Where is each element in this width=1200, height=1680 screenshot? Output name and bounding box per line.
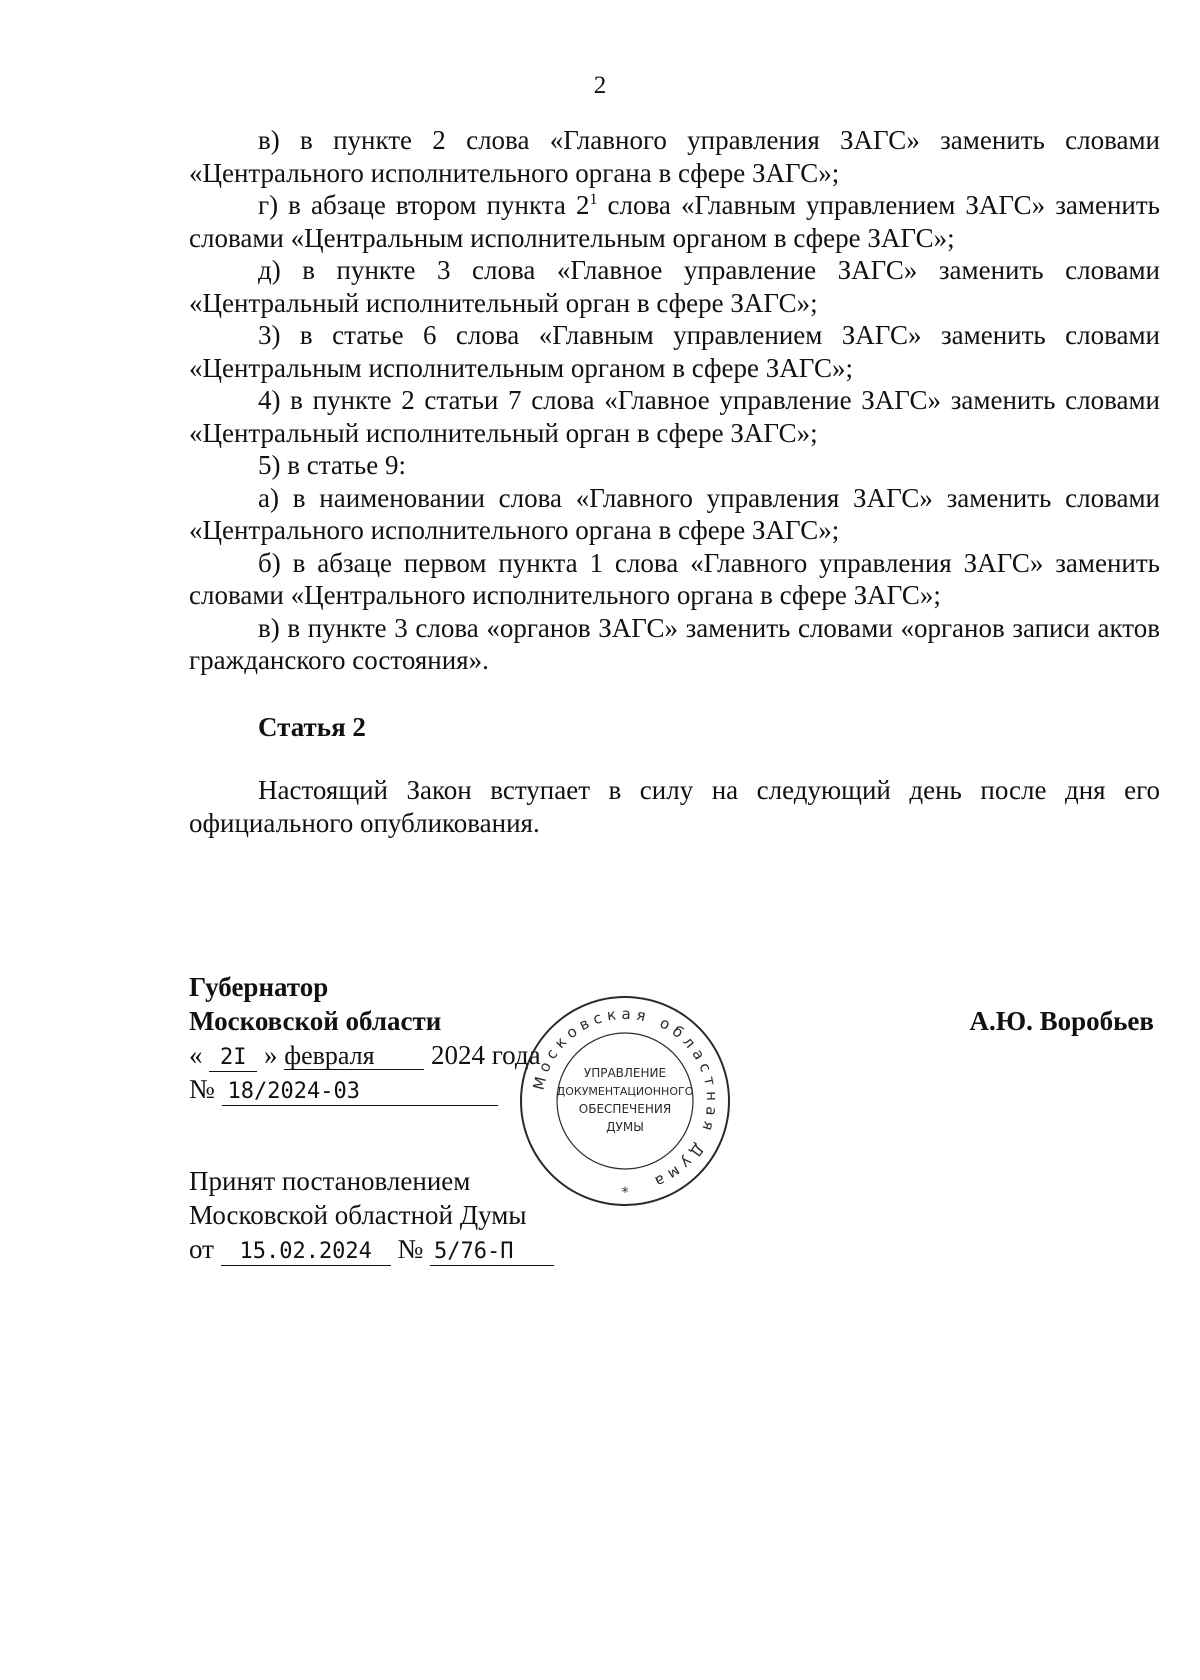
paragraph-v: в) в пункте 2 слова «Главного управления ЗАГС» заменить словами «Центрального исполнительного органа в сфере ЗАГС»; [189, 125, 1160, 188]
stamp-inner-ring [557, 1033, 693, 1169]
paragraph-5: 5) в статье 9: [258, 450, 406, 480]
signature-day: 2I [209, 1045, 257, 1072]
signature-number-line [189, 1072, 541, 1106]
adoption-block [189, 1164, 554, 1266]
paragraph-4: 4) в пункте 2 статьи 7 слова «Главное управление ЗАГС» заменить словами «Центральный исполнительный орган в сфере ЗАГС»; [189, 385, 1160, 448]
signatory-name: А.Ю. Воробьев [969, 1006, 1154, 1036]
adoption-date: 15.02.2024 [221, 1239, 391, 1266]
signature-number: 18/2024-03 [222, 1079, 498, 1106]
article-body [189, 774, 1160, 839]
stamp-center-line3: ОБЕСПЕЧЕНИЯ [578, 1102, 672, 1116]
stamp-star: * [621, 1185, 629, 1201]
signature-date-line [189, 1038, 541, 1072]
signature-title-line1: Губернатор [189, 972, 329, 1002]
adoption-line1: Принят постановлением [189, 1166, 471, 1196]
signature-month: февраля [284, 1043, 424, 1070]
paragraph-g [189, 189, 1160, 254]
adoption-line3 [189, 1232, 554, 1266]
adoption-number: 5/76-П [430, 1239, 554, 1266]
stamp-outer-ring [521, 997, 729, 1205]
article-heading: Статья 2 [258, 712, 366, 742]
signature-title-line2: Московской области [189, 1006, 442, 1036]
stamp-center-line2: ДОКУМЕНТАЦИОННОГО [556, 1085, 694, 1098]
paragraph-5v: в) в пункте 3 слова «органов ЗАГС» заменить словами «органов записи актов гражданского состояния». [189, 612, 1160, 675]
adoption-from-label: от [189, 1234, 214, 1264]
paragraph-5b: б) в абзаце первом пункта 1 слова «Главного управления ЗАГС» заменить словами «Центрального исполнительного органа в сфере ЗАГС»; [189, 547, 1160, 610]
stamp-ring-textpath: Московская областная Дума [529, 1004, 722, 1193]
stamp-center-line4: ДУМЫ [606, 1120, 644, 1134]
article-text: Настоящий Закон вступает в силу на следующий день после дня его официального опубликования. [189, 775, 1160, 838]
paragraph-g-end: слова «Главным управлением ЗАГС» заменить словами «Центральным исполнительным органом в сфере ЗАГС»; [189, 190, 1160, 253]
quote-open: « [189, 1040, 203, 1070]
signature-number-label: № [189, 1074, 215, 1104]
stamp-center-line1: УПРАВЛЕНИЕ [583, 1066, 667, 1080]
signature-block [189, 970, 541, 1106]
page-number: 2 [593, 72, 607, 99]
paragraph-d: д) в пункте 3 слова «Главное управление ЗАГС» заменить словами «Центральный исполнительный орган в сфере ЗАГС»; [189, 255, 1160, 318]
adoption-line2: Московской областной Думы [189, 1200, 527, 1230]
paragraph-g-start: г) в абзаце втором пункта 2 [258, 190, 590, 220]
official-stamp [515, 991, 735, 1211]
superscript: 1 [589, 191, 598, 208]
adoption-number-label: № [397, 1234, 424, 1264]
document-body [189, 124, 1160, 677]
paragraph-5a: а) в наименовании слова «Главного управления ЗАГС» заменить словами «Центрального исполнительного органа в сфере ЗАГС»; [189, 482, 1160, 545]
paragraph-3: 3) в статье 6 слова «Главным управлением ЗАГС» заменить словами «Центральным исполнительным органом в сфере ЗАГС»; [189, 320, 1160, 383]
quote-close: » [264, 1040, 278, 1070]
signature-year: 2024 года [431, 1040, 541, 1070]
